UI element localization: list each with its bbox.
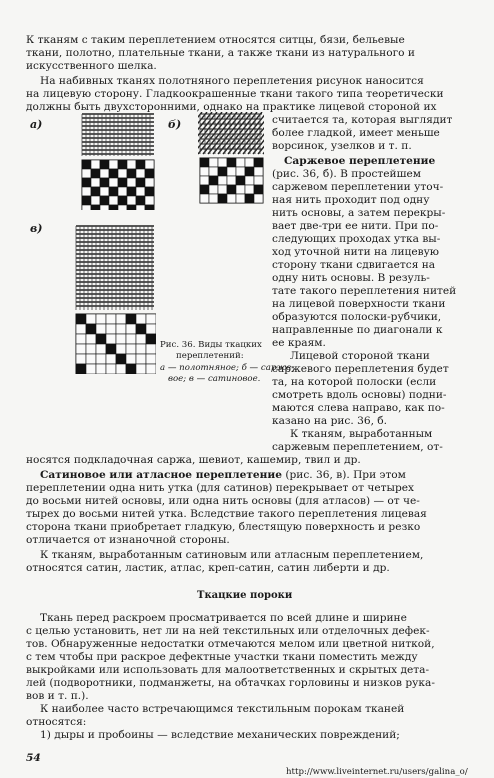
text-line: нить основы, а затем перекры- <box>272 207 446 219</box>
text-line: смотреть вдоль основы) подни- <box>272 389 447 401</box>
text-line: саржевом переплетении уточ- <box>272 181 444 193</box>
satin-weave-illustration <box>74 224 156 374</box>
figure-caption: а — полотняное; б — сарже- <box>160 363 295 373</box>
satin-heading: Сатиновое или атласное переплетение <box>40 469 282 481</box>
text-line: на лицевой поверхности ткани <box>272 298 446 310</box>
text-line: тов. Обнаруженные недостатки отмечаются мелом или цветной ниткой, <box>26 638 435 650</box>
text-line: сторона ткани приобретает гладкую, блестящую поверхность и резко <box>26 521 421 533</box>
text-line: ная нить проходит под одну <box>272 194 430 206</box>
text-line: саржевого переплетения будет <box>272 363 449 375</box>
twill-weave-illustration <box>198 112 264 204</box>
text-line: лей (подворотники, подманжеты, на обтачках горловины и низков рука- <box>26 677 435 689</box>
text-line: ход уточной нити на лицевую <box>272 246 440 258</box>
text-line: ткани, полотно, плательные ткани, а также ткани из натурального и <box>26 47 415 59</box>
text-span: (рис. 36, в). При этом <box>285 469 406 481</box>
text-line: сторону ткани сдвигается на <box>272 259 436 271</box>
figure-caption: переплетений: <box>176 351 244 361</box>
list-item: 1) дыры и пробоины — вследствие механических повреждений; <box>40 729 400 741</box>
satin-paragraph-first-line <box>40 469 406 482</box>
text-line: (рис. 36, б). В простейшем <box>272 168 421 180</box>
text-line: одну нить основы. В резуль- <box>272 272 430 284</box>
text-line: до восьми нитей основы, или одна нить основы (для атласов) — от че- <box>26 495 420 507</box>
text-line: выкройками или использовать для малоответственных и скрытых дета- <box>26 664 430 676</box>
text-line: считается та, которая выглядит <box>272 114 453 126</box>
text-line: искусственного шелка. <box>26 60 157 72</box>
text-line: К тканям, выработанным <box>290 428 433 440</box>
text-line: казано на рис. 36, б. <box>272 415 388 427</box>
text-line: вов и т. п.). <box>26 690 89 702</box>
text-line: более гладкой, имеет меньше <box>272 127 440 139</box>
figure-label-c: в) <box>30 222 43 235</box>
text-line: переплетении одна нить утка (для сатинов) перекрывает от четырех <box>26 482 414 494</box>
text-line: вает две-три ее нити. При по- <box>272 220 439 232</box>
text-line: относятся: <box>26 716 87 728</box>
text-line: относятся сатин, ластик, атлас, креп-сатин, сатин либерти и др. <box>26 562 390 574</box>
text-line: саржевым переплетением, от- <box>272 441 443 453</box>
watermark-url: http://www.liveinternet.ru/users/galina_o/ <box>286 767 468 777</box>
figure-label-a: а) <box>30 118 43 131</box>
text-line: с целью установить, нет ли на ней текстильных или отделочных дефек- <box>26 625 430 637</box>
text-line: отличается от изнаночной стороны. <box>26 534 230 546</box>
figure-caption: Рис. 36. Виды ткацких <box>160 340 262 350</box>
text-line: ее краям. <box>272 337 326 349</box>
text-line: Лицевой стороной ткани <box>290 350 430 362</box>
text-line: Ткань перед раскроем просматривается по всей длине и ширине <box>40 612 407 624</box>
text-line: тырех до восьми нитей утка. Вследствие такого переплетения лицевая <box>26 508 427 520</box>
text-line: тате такого переплетения нитей <box>272 285 457 297</box>
text-line: ворсинок, узелков и т. п. <box>272 140 412 152</box>
text-line: на лицевую сторону. Гладкоокрашенные ткани такого типа теоретически <box>26 88 444 100</box>
text-line: На набивных тканях полотняного переплетения рисунок наносится <box>40 75 424 87</box>
figure-label-b: б) <box>168 118 182 131</box>
text-line: та, на которой полоски (если <box>272 376 437 388</box>
plain-weave-illustration <box>78 112 158 210</box>
twill-heading: Саржевое переплетение <box>284 155 436 167</box>
section-title: Ткацкие пороки <box>197 590 293 601</box>
page-number: 54 <box>26 752 41 764</box>
text-line: должны быть двухсторонними, однако на практике лицевой стороной их <box>26 101 437 113</box>
text-line: маются слева направо, как по- <box>272 402 445 414</box>
text-line: направленные по диагонали к <box>272 324 443 336</box>
figure-caption: вое; в — сатиновое. <box>168 374 261 384</box>
text-line: К тканям, выработанным сатиновым или атласным переплетением, <box>40 549 424 561</box>
text-line: следующих проходах утка вы- <box>272 233 441 245</box>
text-line: К наиболее часто встречающимся текстильным порокам тканей <box>40 703 405 715</box>
text-line: с тем чтобы при раскрое дефектные участки ткани поместить между <box>26 651 418 663</box>
text-line: К тканям с таким переплетением относятся ситцы, бязи, бельевые <box>26 34 405 46</box>
text-line: носятся подкладочная саржа, шевиот, кашемир, твил и др. <box>26 454 361 466</box>
text-line: образуются полоски-рубчики, <box>272 311 442 323</box>
